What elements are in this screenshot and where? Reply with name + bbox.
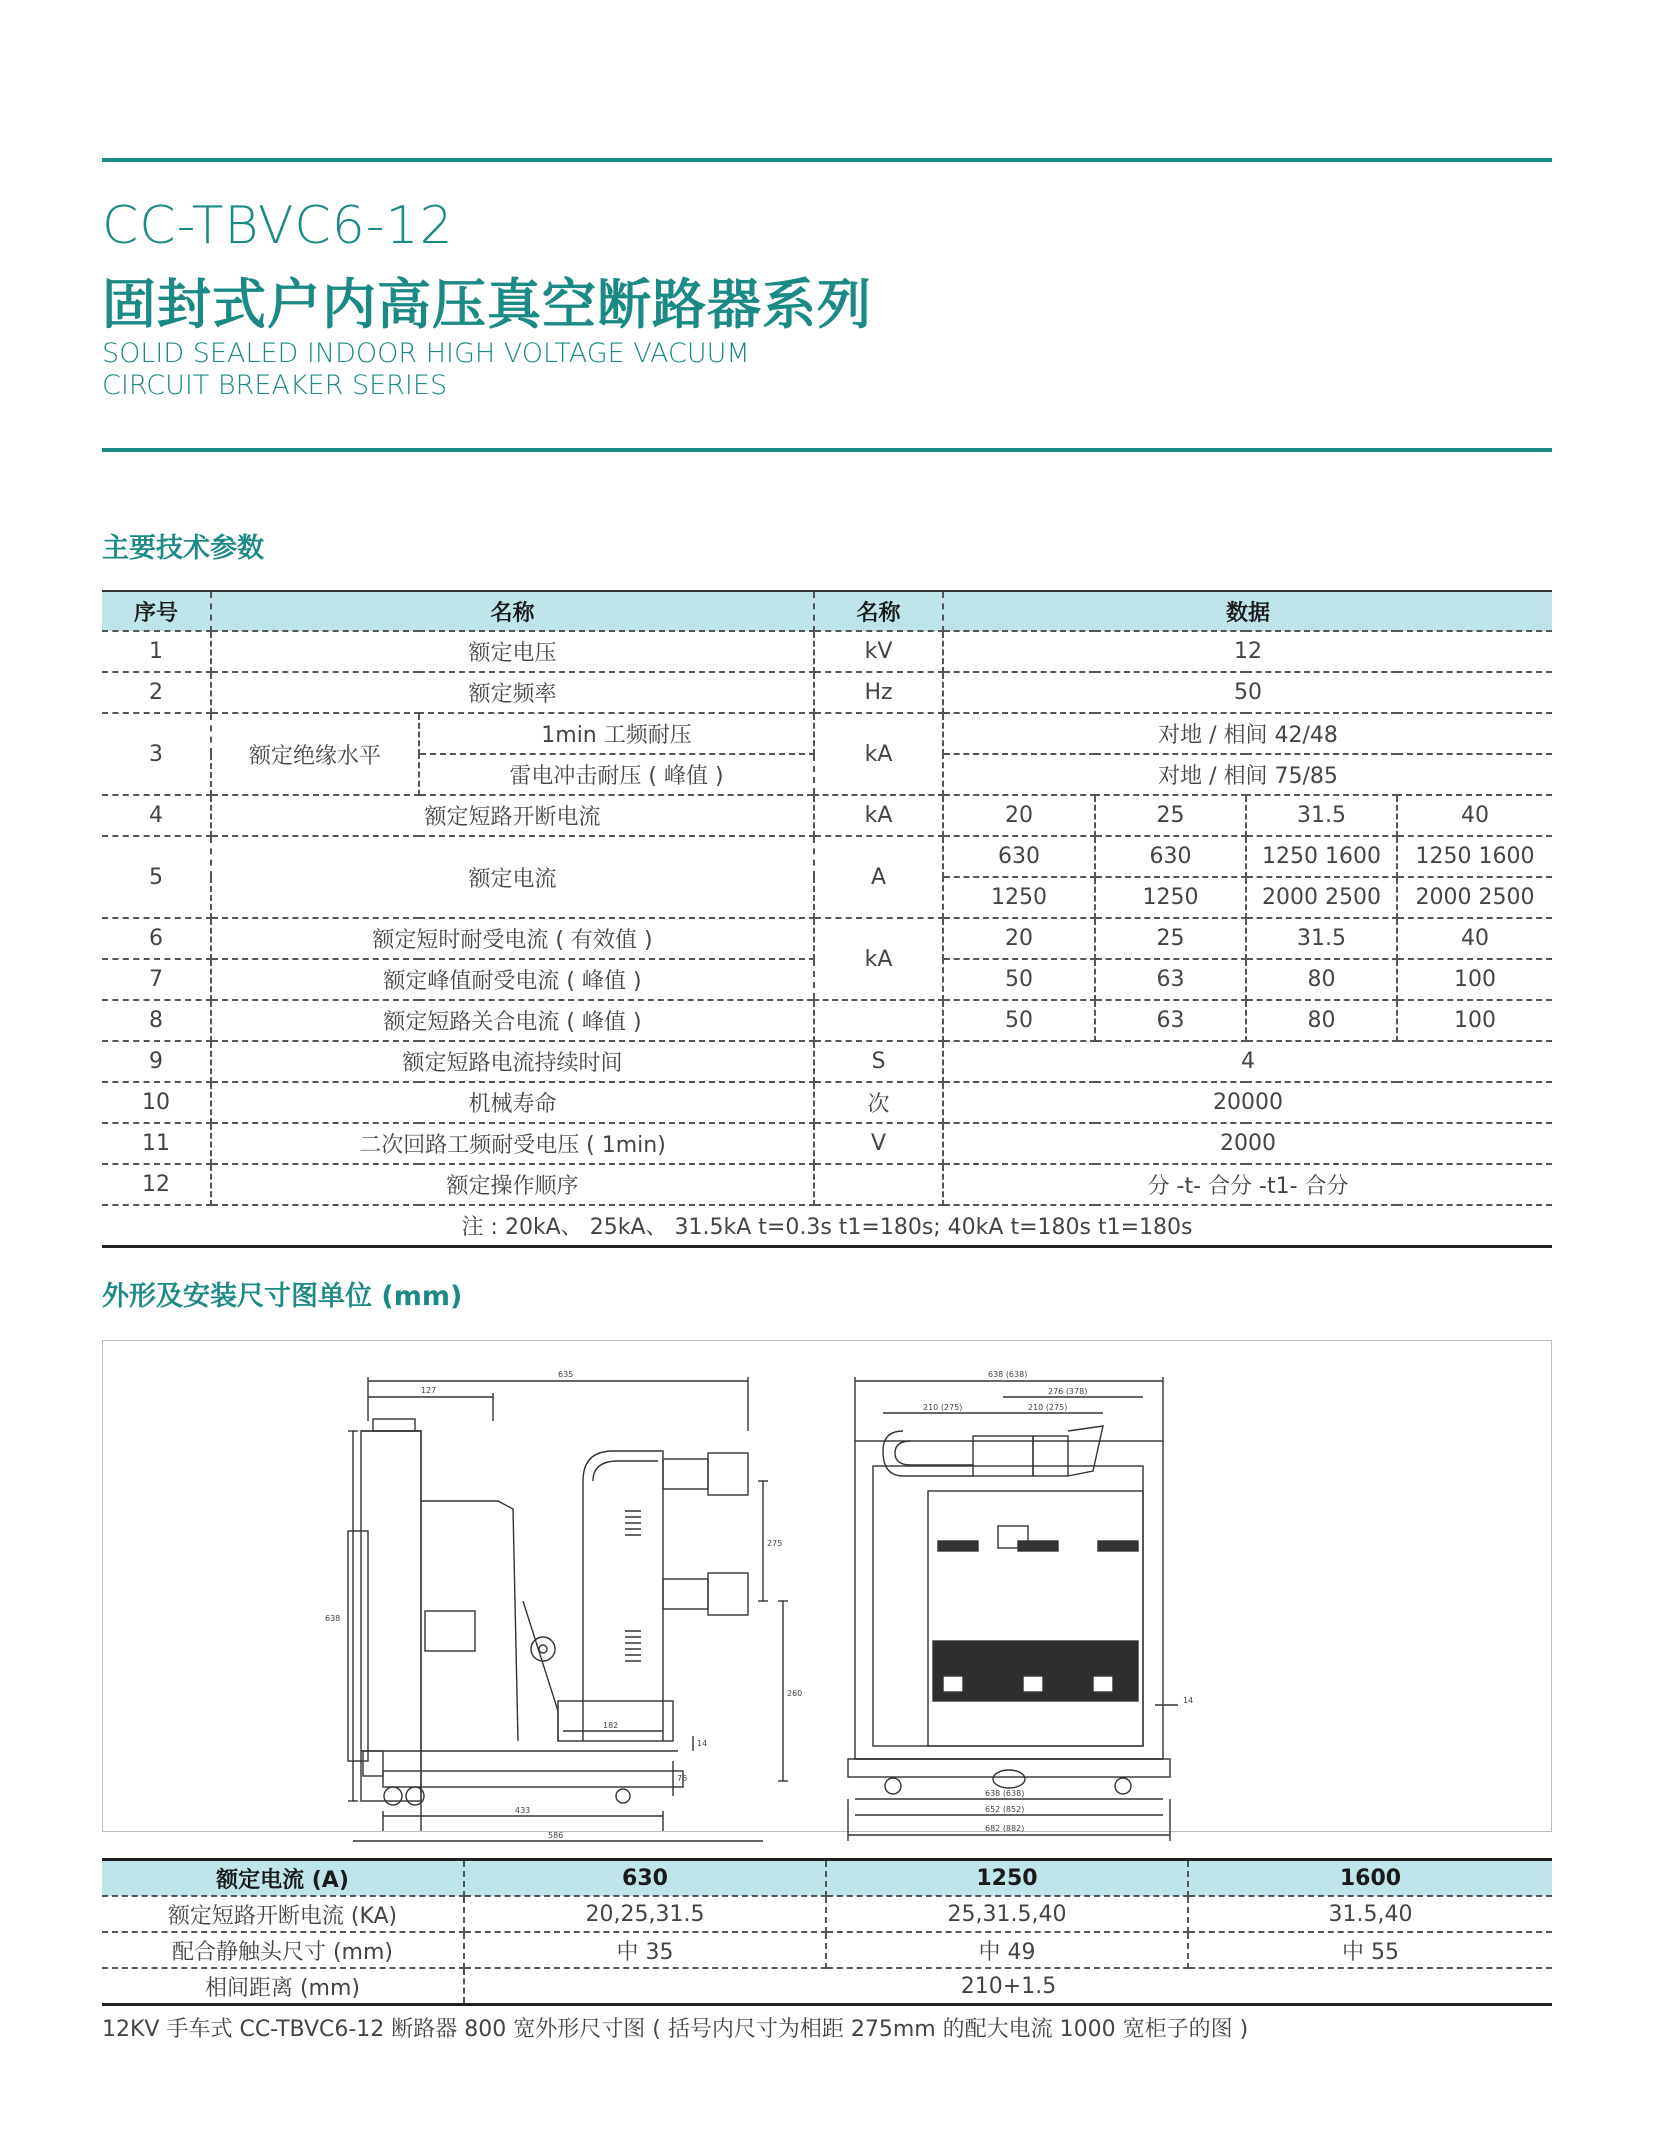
table-row bbox=[102, 713, 1552, 754]
row-value: 50 bbox=[943, 672, 1552, 713]
table-note: 注 : 20kA、 25kA、 31.5kA t=0.3s t1=180s; 40kA t=180s t1=180s bbox=[461, 1215, 1193, 1240]
header-bottom-rule bbox=[102, 448, 1552, 452]
row-value: 4 bbox=[943, 1041, 1552, 1082]
row-unit: kA bbox=[814, 918, 943, 1000]
row-value: 40 bbox=[1397, 918, 1552, 959]
row-unit bbox=[814, 1000, 943, 1041]
row-name: 二次回路工频耐受电压 ( 1min) bbox=[211, 1123, 814, 1164]
dim-276: 276 (378) bbox=[1048, 1387, 1088, 1396]
row-value: 2000 2500 bbox=[1246, 877, 1397, 918]
row-value: 25 bbox=[1095, 918, 1246, 959]
dim-front-14: 14 bbox=[1183, 1696, 1194, 1705]
row-value: 1250 bbox=[943, 877, 1095, 918]
row-value: 630 bbox=[943, 836, 1095, 877]
dim-76: 76 bbox=[677, 1774, 688, 1783]
row-value: 20 bbox=[943, 918, 1095, 959]
row-value: 1250 1600 bbox=[1246, 836, 1397, 877]
table-row bbox=[102, 836, 1552, 877]
row-value: 20000 bbox=[943, 1082, 1552, 1123]
row-no: 10 bbox=[102, 1082, 211, 1123]
current-header-row bbox=[102, 1860, 1552, 1897]
drawing-heading: 外形及安装尺寸图单位 (mm) bbox=[102, 1281, 463, 1312]
row-name: 额定电压 bbox=[211, 631, 814, 672]
row-value: 80 bbox=[1246, 959, 1397, 1000]
rated-current-table bbox=[102, 1858, 1552, 2006]
row-value: 31.5 bbox=[1246, 918, 1397, 959]
row-unit: 次 bbox=[814, 1082, 943, 1123]
row-label: 额定短路开断电流 (KA) bbox=[102, 1896, 464, 1932]
dim-586: 586 bbox=[548, 1831, 564, 1840]
dim-635: 635 bbox=[558, 1370, 574, 1379]
row-subname: 雷电冲击耐压 ( 峰值 ) bbox=[419, 754, 814, 795]
table-row bbox=[102, 1896, 1552, 1932]
dim-260: 260 bbox=[787, 1689, 803, 1698]
row-no: 11 bbox=[102, 1123, 211, 1164]
row-value: 210+1.5 bbox=[464, 1968, 1552, 2005]
row-value: 63 bbox=[1095, 959, 1246, 1000]
row-value: 20 bbox=[943, 795, 1095, 836]
row-value: 25,31.5,40 bbox=[826, 1896, 1188, 1932]
table-row bbox=[102, 672, 1552, 713]
table-row bbox=[102, 1123, 1552, 1164]
row-unit: S bbox=[814, 1041, 943, 1082]
row-no: 1 bbox=[102, 631, 211, 672]
dim-652: 652 (852) bbox=[985, 1805, 1025, 1814]
title-english bbox=[102, 338, 750, 402]
spec-heading: 主要技术参数 bbox=[102, 533, 264, 564]
table-row bbox=[102, 1968, 1552, 2005]
dim-638: 638 bbox=[325, 1614, 341, 1623]
row-no: 3 bbox=[102, 713, 211, 795]
dim-14: 14 bbox=[697, 1739, 708, 1748]
row-no: 6 bbox=[102, 918, 211, 959]
row-value: 31.5 bbox=[1246, 795, 1397, 836]
table-note-row bbox=[102, 1205, 1552, 1247]
title-english-line1: SOLID SEALED INDOOR HIGH VOLTAGE VACUUM bbox=[102, 338, 750, 369]
row-unit: A bbox=[814, 836, 943, 918]
row-name: 额定短路关合电流 ( 峰值 ) bbox=[211, 1000, 814, 1041]
row-name: 额定短路开断电流 bbox=[211, 795, 814, 836]
spec-table bbox=[102, 590, 1552, 1248]
table-row bbox=[102, 1082, 1552, 1123]
title-english-line2: CIRCUIT BREAKER SERIES bbox=[102, 370, 448, 401]
current-header: 630 bbox=[464, 1860, 826, 1897]
row-value: 中 35 bbox=[464, 1932, 826, 1968]
title-chinese: 固封式户内高压真空断路器系列 bbox=[102, 273, 872, 336]
dim-275: 275 bbox=[767, 1539, 783, 1548]
row-value: 12 bbox=[943, 631, 1552, 672]
dim-682: 682 (882) bbox=[985, 1824, 1025, 1833]
row-unit: Hz bbox=[814, 672, 943, 713]
model-number: CC-TBVC6-12 bbox=[102, 196, 454, 256]
dimension-drawing-panel bbox=[102, 1340, 1552, 1840]
table-row bbox=[102, 1164, 1552, 1205]
row-unit bbox=[814, 1164, 943, 1205]
row-value: 50 bbox=[943, 1000, 1095, 1041]
side-view-dimensions bbox=[325, 1370, 802, 1840]
row-label: 配合静触头尺寸 (mm) bbox=[102, 1932, 464, 1968]
dim-top-638: 638 (638) bbox=[988, 1370, 1028, 1379]
row-value: 1250 1600 bbox=[1397, 836, 1552, 877]
dim-127: 127 bbox=[421, 1386, 437, 1395]
row-unit: kA bbox=[814, 795, 943, 836]
col-name: 名称 bbox=[211, 591, 814, 631]
current-header: 1250 bbox=[826, 1860, 1188, 1897]
drawing-caption: 12KV 手车式 CC-TBVC6-12 断路器 800 宽外形尺寸图 ( 括号内尺寸为相距 275mm 的配大电流 1000 宽柜子的图 ) bbox=[102, 2017, 1249, 2042]
row-name: 额定绝缘水平 bbox=[211, 713, 419, 795]
row-no: 5 bbox=[102, 836, 211, 918]
row-value: 63 bbox=[1095, 1000, 1246, 1041]
table-row bbox=[102, 795, 1552, 836]
row-no: 9 bbox=[102, 1041, 211, 1082]
row-unit: V bbox=[814, 1123, 943, 1164]
row-value: 40 bbox=[1397, 795, 1552, 836]
col-data: 数据 bbox=[943, 591, 1552, 631]
current-header: 1600 bbox=[1188, 1860, 1552, 1897]
row-no: 7 bbox=[102, 959, 211, 1000]
row-name: 额定峰值耐受电流 ( 峰值 ) bbox=[211, 959, 814, 1000]
side-view-drawing bbox=[348, 1377, 788, 1841]
row-value: 80 bbox=[1246, 1000, 1397, 1041]
row-label: 相间距离 (mm) bbox=[102, 1968, 464, 2005]
row-value: 31.5,40 bbox=[1188, 1896, 1552, 1932]
row-value: 25 bbox=[1095, 795, 1246, 836]
table-row bbox=[102, 918, 1552, 959]
row-value: 2000 2500 bbox=[1397, 877, 1552, 918]
row-value: 1250 bbox=[1095, 877, 1246, 918]
dim-210a: 210 (275) bbox=[923, 1403, 963, 1412]
row-subname: 1min 工频耐压 bbox=[419, 713, 814, 754]
row-value: 分 -t- 合分 -t1- 合分 bbox=[943, 1164, 1552, 1205]
row-value: 100 bbox=[1397, 1000, 1552, 1041]
top-rule bbox=[102, 158, 1552, 162]
row-name: 额定短路电流持续时间 bbox=[211, 1041, 814, 1082]
row-name: 额定短时耐受电流 ( 有效值 ) bbox=[211, 918, 814, 959]
row-unit: kV bbox=[814, 631, 943, 672]
front-view-dimensions bbox=[923, 1370, 1193, 1833]
row-no: 4 bbox=[102, 795, 211, 836]
row-value: 中 49 bbox=[826, 1932, 1188, 1968]
row-value: 2000 bbox=[943, 1123, 1552, 1164]
table-row bbox=[102, 1041, 1552, 1082]
row-no: 12 bbox=[102, 1164, 211, 1205]
row-value: 对地 / 相间 75/85 bbox=[943, 754, 1552, 795]
table-row bbox=[102, 631, 1552, 672]
current-header: 额定电流 (A) bbox=[102, 1860, 464, 1897]
col-no: 序号 bbox=[102, 591, 211, 631]
row-name: 额定操作顺序 bbox=[211, 1164, 814, 1205]
row-name: 额定电流 bbox=[211, 836, 814, 918]
row-name: 机械寿命 bbox=[211, 1082, 814, 1123]
row-value: 50 bbox=[943, 959, 1095, 1000]
table-row bbox=[102, 1932, 1552, 1968]
dimension-drawings bbox=[103, 1341, 1551, 1840]
row-value: 中 55 bbox=[1188, 1932, 1552, 1968]
dim-182: 182 bbox=[603, 1721, 619, 1730]
table-row bbox=[102, 1000, 1552, 1041]
spec-header-row bbox=[102, 591, 1552, 631]
row-name: 额定频率 bbox=[211, 672, 814, 713]
col-unit: 名称 bbox=[814, 591, 943, 631]
front-view-drawing bbox=[848, 1377, 1178, 1841]
dim-bottom-638: 638 (638) bbox=[985, 1789, 1025, 1798]
row-no: 8 bbox=[102, 1000, 211, 1041]
row-unit: kA bbox=[814, 713, 943, 795]
row-value: 对地 / 相间 42/48 bbox=[943, 713, 1552, 754]
row-value: 20,25,31.5 bbox=[464, 1896, 826, 1932]
row-value: 630 bbox=[1095, 836, 1246, 877]
dim-210b: 210 (275) bbox=[1028, 1403, 1068, 1412]
row-no: 2 bbox=[102, 672, 211, 713]
row-value: 100 bbox=[1397, 959, 1552, 1000]
dim-433: 433 bbox=[515, 1806, 531, 1815]
